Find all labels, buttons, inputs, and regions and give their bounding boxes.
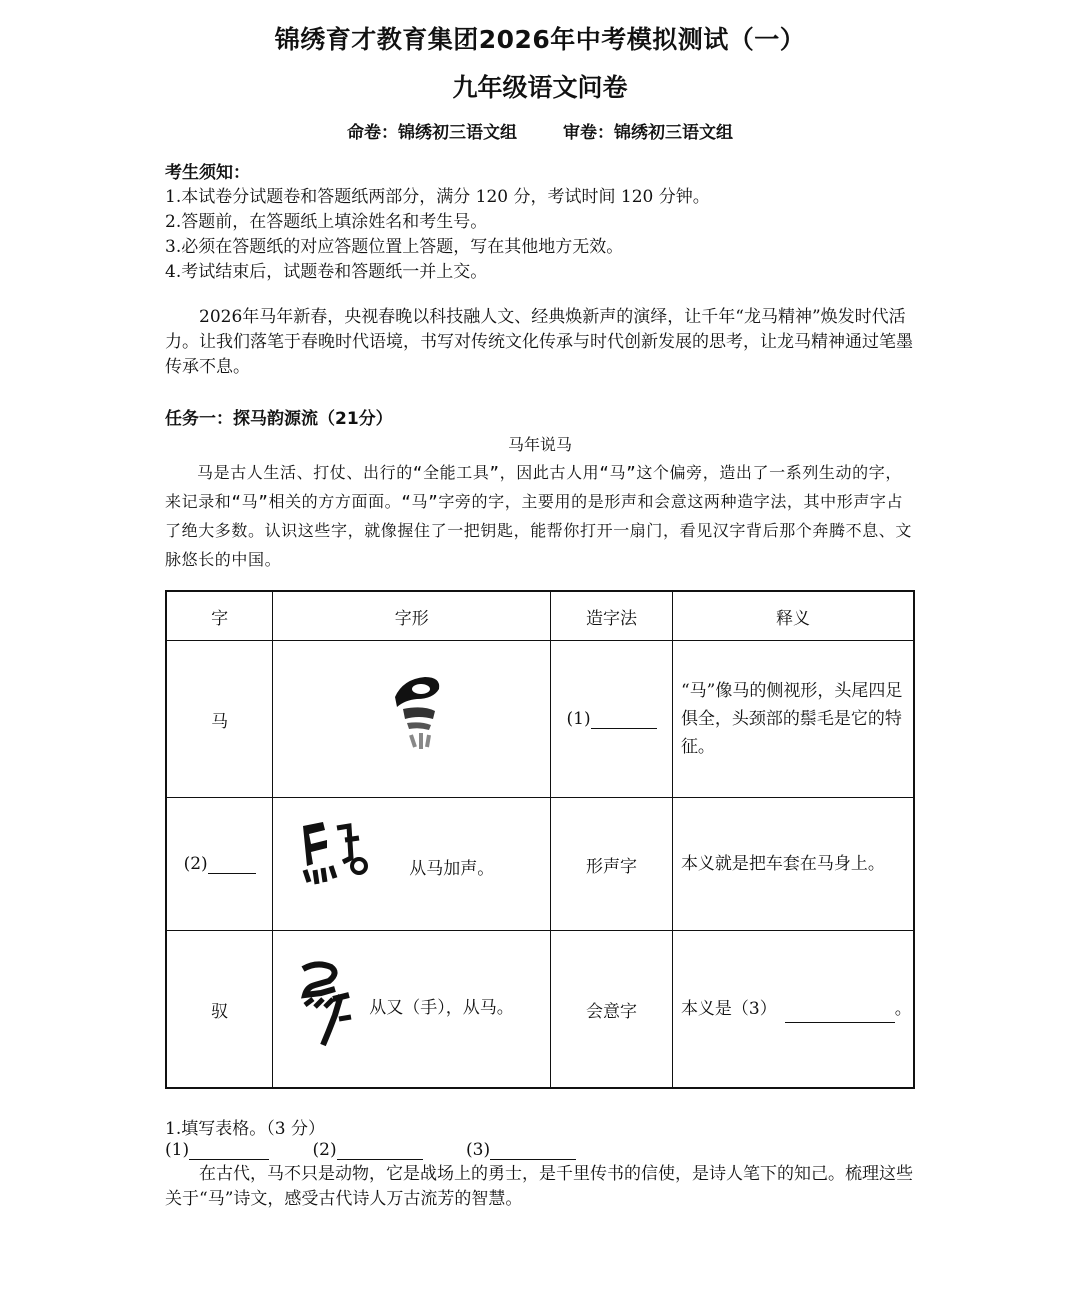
blank-1[interactable] xyxy=(591,710,657,729)
header-glyph: 字形 xyxy=(273,591,551,641)
blank-3[interactable] xyxy=(785,1004,895,1023)
essay-paragraph: 马是古人生活、打仗、出行的“全能工具”，因此古人用“马”这个偏旁，造出了一系列生动的字，来记录和“马”相关的方方面面。“马”字旁的字，主要用的是形声和会意这两种造字法，其中形声字占了绝大多数。认识这些字，就像握住了一把钥匙，能帮你打开一扇门，看见汉字背后那个奔腾不息、文脉悠长的中国。 xyxy=(165,463,913,569)
exam-subtitle: 九年级语文问卷 xyxy=(452,73,628,102)
table-header-row xyxy=(166,591,914,641)
setter: 命卷：锦绣初三语文组 xyxy=(347,123,518,143)
notice-item: 2.答题前，在答题纸上填涂姓名和考生号。 xyxy=(165,212,488,232)
glyph-description: 从马加声。 xyxy=(409,859,495,879)
answer-1-blank[interactable] xyxy=(189,1141,269,1160)
answer-3-blank[interactable] xyxy=(490,1141,576,1160)
answer-3-label: (3) xyxy=(466,1140,491,1160)
method-cell: 会意字 xyxy=(551,931,673,1089)
answer-2-blank[interactable] xyxy=(337,1141,423,1160)
meaning-cell xyxy=(672,931,914,1089)
table-row xyxy=(166,798,914,931)
meaning-cell: 本义就是把车套在马身上。 xyxy=(672,798,914,931)
answer-2-label: (2) xyxy=(312,1140,337,1160)
glyph-cell xyxy=(273,931,551,1089)
authors-line xyxy=(0,118,1080,143)
intro-paragraph: 2026年马年新春，央视春晚以科技融人文、经典焕新声的演绎，让千年“龙马精神”焕发时代活力。让我们落笔于春晚时代语境，书写对传统文化传承与时代创新发展的思考，让龙马精神通过笔墨传承不息。 xyxy=(165,307,913,377)
meaning-suffix: 。 xyxy=(894,999,912,1019)
exam-title: 锦绣育才教育集团2026年中考模拟测试（一） xyxy=(274,25,806,54)
character-table xyxy=(165,590,915,1089)
glyph-cell xyxy=(273,641,551,798)
essay-title: 马年说马 xyxy=(507,435,572,454)
answer-1-label: (1) xyxy=(165,1140,190,1160)
glyph-cell xyxy=(273,798,551,931)
blank-3-label: 本义是（3） xyxy=(680,999,777,1019)
meaning-cell: “马”像马的侧视形，头尾四足俱全，头颈部的鬃毛是它的特征。 xyxy=(672,641,914,798)
seal-jia-glyph-icon xyxy=(297,818,373,888)
header-method: 造字法 xyxy=(551,591,673,641)
notice-item: 3.必须在答题纸的对应答题位置上答题，写在其他地方无效。 xyxy=(165,237,624,257)
question-1-prompt: 1.填写表格。（3 分） xyxy=(165,1119,325,1139)
header-meaning: 释义 xyxy=(672,591,914,641)
poetry-intro-paragraph: 在古代，马不只是动物，它是战场上的勇士，是千里传书的信使，是诗人笔下的知己。梳理这些关于“马”诗文，感受古代诗人万古流芳的智慧。 xyxy=(165,1164,913,1209)
char-cell: 驭 xyxy=(166,931,273,1089)
task1-title: 任务一：探马韵源流（21分） xyxy=(165,409,393,429)
table-row xyxy=(166,931,914,1089)
blank-2[interactable] xyxy=(208,855,256,874)
char-cell: 马 xyxy=(166,641,273,798)
oracle-horse-glyph-icon xyxy=(383,667,453,757)
glyph-description: 从又（手），从马。 xyxy=(369,998,514,1018)
table-row xyxy=(166,641,914,798)
header-char: 字 xyxy=(166,591,273,641)
blank-1-label: (1) xyxy=(566,709,591,729)
notice-item: 4.考试结束后，试题卷和答题纸一并上交。 xyxy=(165,262,488,282)
notice-item: 1.本试卷分试题卷和答题纸两部分，满分 120 分，考试时间 120 分钟。 xyxy=(165,187,710,207)
seal-yu-glyph-icon xyxy=(295,959,357,1059)
blank-2-label: (2) xyxy=(183,854,208,874)
question-1-answers xyxy=(165,1140,614,1160)
char-cell xyxy=(166,798,273,931)
reviewer: 审卷：锦绣初三语文组 xyxy=(562,123,733,143)
notice-title: 考生须知： xyxy=(165,163,250,183)
method-cell xyxy=(551,641,673,798)
method-cell: 形声字 xyxy=(551,798,673,931)
